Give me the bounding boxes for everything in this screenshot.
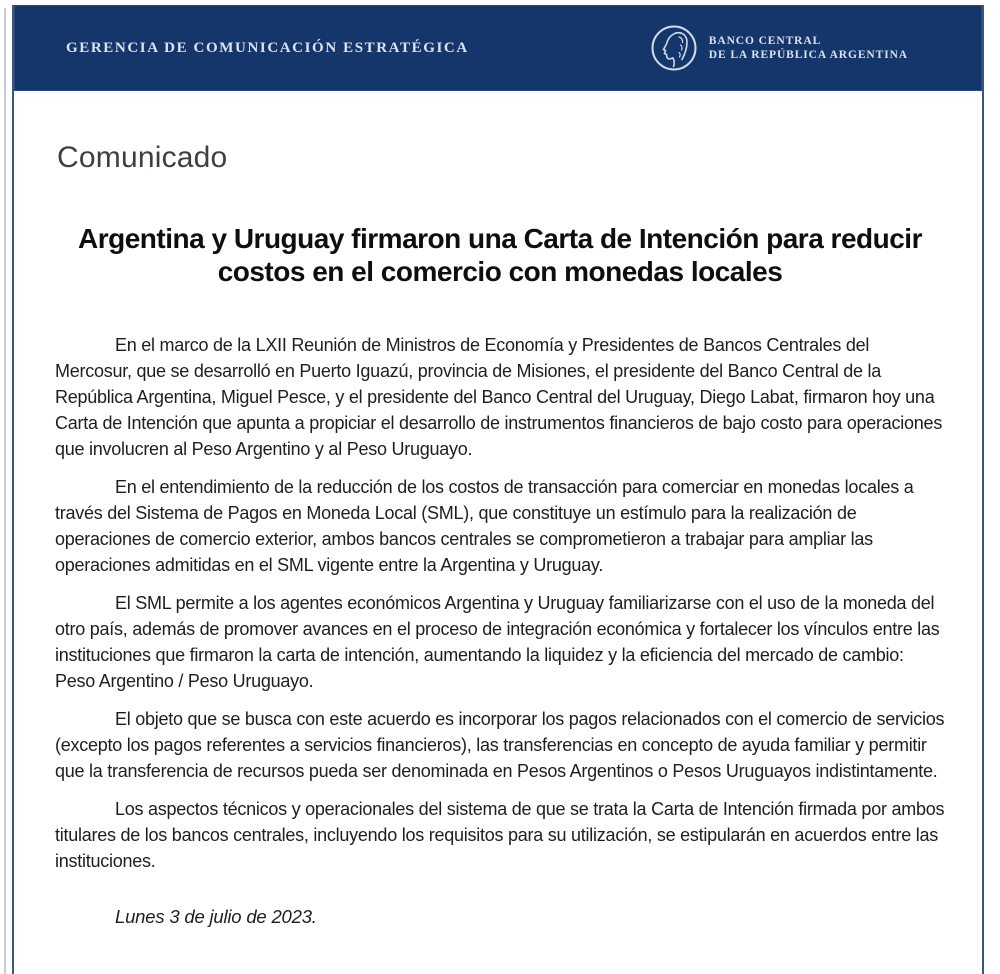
bcra-brand bbox=[649, 23, 908, 73]
bank-name bbox=[709, 34, 908, 62]
document-frame bbox=[12, 5, 984, 974]
page-scan-edge bbox=[4, 8, 6, 974]
document-kicker: Comunicado bbox=[57, 141, 228, 174]
document-date: Lunes 3 de julio de 2023. bbox=[115, 906, 317, 927]
paragraph-5: Los aspectos técnicos y operacionales del sistema de que se trata la Carta de Intención firmada por ambos titulares de los bancos centrales, incluyendo los requisitos para su utilización, se estipularán en acuerdos entre las instituciones. bbox=[55, 799, 945, 871]
bank-name-line1: BANCO CENTRAL bbox=[708, 35, 822, 47]
paragraph-4: El objeto que se busca con este acuerdo es incorporar los pagos relacionados con el comercio de servicios (excepto los pagos referentes a servicios financieros), las transferencias en concepto de ayuda familiar y permitir que la transferencia de recursos pueda ser denominada en Pesos Argentinos o Pesos Uruguayos indistintamente. bbox=[55, 709, 945, 781]
department-label: GERENCIA DE COMUNICACIÓN ESTRATÉGICA bbox=[66, 39, 469, 56]
bcra-header-banner bbox=[14, 5, 982, 91]
paragraph-1: En el marco de la LXII Reunión de Ministros de Economía y Presidentes de Bancos Centrales del Mercosur, que se desarrolló en Puerto Iguazú, provincia de Misiones, el presidente del Banco Central de la República Argentina, Miguel Pesce, y el presidente del Banco Central del Uruguay, Diego Labat, firmaron hoy una Carta de Intención que apunta a propiciar el desarrollo de instrumentos financieros de bajo costo para operaciones que involucren al Peso Argentino y al Peso Uruguayo. bbox=[55, 335, 943, 459]
document-content bbox=[14, 141, 982, 930]
paragraph-2: En el entendimiento de la reducción de los costos de transacción para comerciar en monedas locales a través del Sistema de Pagos en Moneda Local (SML), que constituye un estímulo para la realización de operaciones de comercio exterior, ambos bancos centrales se comprometieron a trabajar para ampliar las operaciones admitidas en el SML vigente entre la Argentina y Uruguay. bbox=[55, 477, 914, 575]
bank-name-line2: DE LA REPÚBLICA ARGENTINA bbox=[708, 49, 908, 61]
paragraph-3: El SML permite a los agentes económicos Argentina y Uruguay familiarizarse con el uso de la moneda del otro país, además de promover avances en el proceso de integración económica y fortalecer los vínculos entre las instituciones que firmaron la carta de intención, aumentando la liquidez y la eficiencia del mercado de cambio: Peso Argentino / Peso Uruguayo. bbox=[55, 593, 940, 691]
bcra-emblem-icon bbox=[649, 23, 699, 73]
document-title: Argentina y Uruguay firmaron una Carta de Intención para reducir costos en el comercio con monedas locales bbox=[78, 223, 922, 287]
